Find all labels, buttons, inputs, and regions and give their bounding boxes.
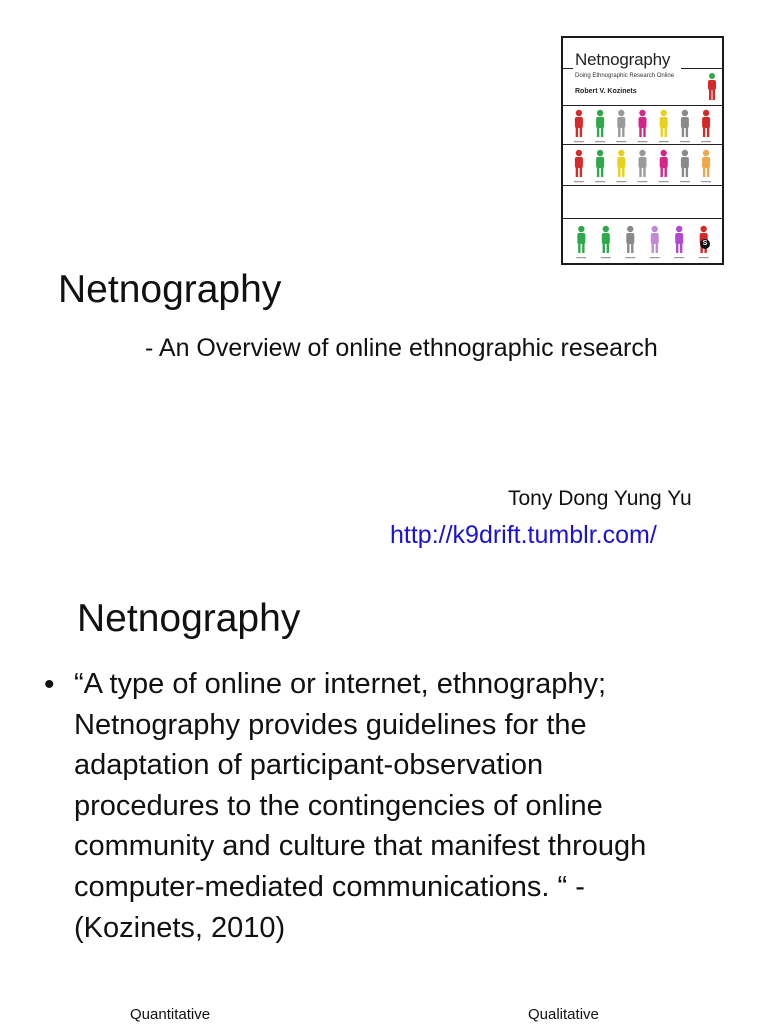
cover-rule-left	[563, 68, 573, 69]
slide2-quote	[74, 664, 734, 948]
person-figure-icon	[659, 110, 669, 142]
cover-figure-row-3	[563, 224, 722, 265]
cover-author: Robert V. Kozinets	[575, 88, 637, 95]
cover-subtitle: Doing Ethnographic Research Online	[575, 73, 675, 79]
person-figure-icon	[701, 110, 711, 142]
quote-line: computer-mediated communications. “ -	[74, 870, 585, 903]
bullet-icon: •	[44, 668, 55, 701]
person-figure-icon	[680, 110, 690, 142]
slide1-subtitle: - An Overview of online ethnographic research	[145, 334, 658, 362]
quote-line: “A type of online or internet, ethnography;	[74, 668, 607, 700]
cover-title: Netnography	[575, 50, 671, 69]
slide1-title: Netnography	[58, 268, 282, 311]
person-figure-icon	[595, 110, 605, 142]
cover-rule-2	[563, 144, 724, 145]
cover-rule-4	[563, 218, 724, 219]
person-figure-icon	[638, 110, 648, 142]
person-figure-icon	[595, 150, 605, 182]
slide1-blog-link[interactable]: http://k9drift.tumblr.com/	[390, 521, 657, 549]
person-figure-icon	[638, 150, 648, 182]
person-figure-icon	[659, 150, 669, 182]
cover-rule-right	[681, 68, 724, 69]
quote-line: (Kozinets, 2010)	[74, 911, 286, 944]
person-figure-icon	[680, 150, 690, 182]
cover-rule-3	[563, 185, 724, 186]
cover-figure-row-svg	[563, 108, 722, 148]
quote-line: adaptation of participant-observation	[74, 749, 544, 782]
book-cover-image	[561, 36, 724, 265]
cover-figure-row-2	[563, 148, 722, 198]
person-figure-icon	[701, 150, 711, 182]
person-figure-icon	[674, 226, 684, 258]
qualitative-label: Qualitative	[528, 1006, 599, 1023]
person-figure-icon	[576, 226, 586, 258]
person-figure-icon	[574, 150, 584, 182]
quote-line: community and culture that manifest through	[74, 830, 647, 863]
person-figure-icon	[601, 226, 611, 258]
person-figure-icon	[616, 110, 626, 142]
slide2-title: Netnography	[77, 597, 301, 640]
person-figure-icon	[650, 226, 660, 258]
publisher-logo-icon: S	[700, 239, 710, 249]
slide1-author: Tony Dong Yung Yu	[508, 487, 692, 510]
person-figure-icon	[625, 226, 635, 258]
cover-figure-row-svg	[563, 148, 722, 188]
quantitative-label: Quantitative	[130, 1006, 211, 1023]
cover-figure-row-svg	[563, 224, 722, 264]
person-figure-icon	[616, 150, 626, 182]
cover-rule-1	[563, 105, 724, 106]
quote-line: procedures to the contingencies of online	[74, 789, 603, 822]
quote-line: Netnography provides guidelines for the	[74, 708, 587, 741]
cover-top-figure-icon	[705, 72, 719, 102]
person-figure-icon	[574, 110, 584, 142]
